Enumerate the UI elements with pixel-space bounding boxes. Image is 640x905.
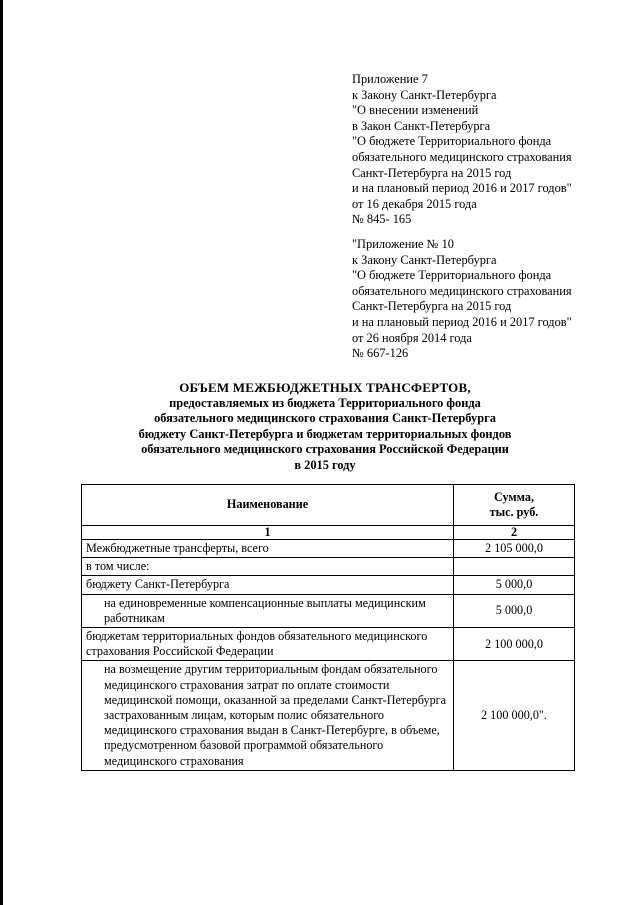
appendix-10-header [352,237,572,362]
header-name: Наименование [82,485,454,526]
row-name: на единовременные компенсационные выплаты медицинским работникам [82,594,454,627]
header-sum [454,485,575,526]
row-sum: 5 000,0 [454,576,575,594]
table-row [82,628,575,661]
table-row [82,594,575,627]
document-title [60,380,590,474]
title-main: ОБЪЕМ МЕЖБЮДЖЕТНЫХ ТРАНСФЕРТОВ, [179,380,471,395]
appendix-7-line: и на плановый период 2016 и 2017 годов" [352,181,572,196]
appendix-7-header [352,72,572,228]
appendix-10-number: № 667-126 [352,346,409,361]
row-sum: 5 000,0 [454,594,575,627]
appendix-10-line: обязательного медицинского страхования [352,283,572,298]
appendix-7-line: Санкт-Петербурга на 2015 год [352,165,512,180]
row-name: бюджету Санкт-Петербурга [82,576,454,594]
row-name: Межбюджетные трансферты, всего [82,540,454,558]
table-row [82,540,575,558]
appendix-10-line: Санкт-Петербурга на 2015 год [352,299,512,314]
appendix-7-line: к Закону Санкт-Петербурга [352,87,497,102]
appendix-7-line: Приложение 7 [352,72,428,86]
row-sum: 2 100 000,0 [454,628,575,661]
column-number-2: 2 [454,526,575,540]
row-name: в том числе: [82,558,454,576]
appendix-10-line: и на плановый период 2016 и 2017 годов" [352,314,572,329]
title-subline: обязательного медицинского страхования Санкт-Петербурга [154,411,496,426]
table-header-row [82,485,575,526]
appendix-7-line: "О бюджете Территориального фонда [352,134,552,149]
scan-edge [0,0,3,905]
row-sum: 2 100 000,0". [454,661,575,770]
title-subline: бюджету Санкт-Петербурга и бюджетам территориальных фондов [138,426,512,441]
appendix-10-line: к Закону Санкт-Петербурга [352,252,497,267]
row-name: на возмещение другим территориальным фондам обязательного медицинского страхования затрат по оплате стоимости медицинской помощи, оказанной за пределами Санкт-Петербурга застрахованным лицам, которым полис обязательного медицинского страхования выдан в Санкт-Петербурге, в объеме, предусмотренном базовой программой обязательного медицинского страхования [82,661,454,770]
appendix-7-line: обязательного медицинского страхования [352,149,572,164]
appendix-7-line: в Закон Санкт-Петербурга [352,118,491,133]
appendix-10-line: "О бюджете Территориального фонда [352,268,552,283]
title-subline: в 2015 году [294,457,356,472]
appendix-10-date: от 26 ноября 2014 года [352,330,472,345]
header-sum-line1: Сумма, [493,489,535,504]
row-sum: 2 105 000,0 [454,540,575,558]
appendix-7-date: от 16 декабря 2015 года [352,196,477,211]
column-number-row [82,526,575,540]
table-row [82,661,575,770]
transfers-table [81,484,575,771]
table-row [82,558,575,576]
title-subline: предоставляемых из бюджета Территориального фонда [169,395,481,410]
table-row [82,576,575,594]
appendix-10-line: "Приложение № 10 [352,237,454,251]
row-name: бюджетам территориальных фондов обязательного медицинского страхования Российской Федерации [82,628,454,661]
header-sum-line2: тыс. руб. [489,505,539,519]
appendix-7-line: "О внесении изменений [352,103,479,118]
title-subline: обязательного медицинского страхования Российской Федерации [141,442,509,457]
column-number-1: 1 [82,526,454,540]
row-sum [454,558,575,576]
appendix-7-number: № 845- 165 [352,212,412,227]
